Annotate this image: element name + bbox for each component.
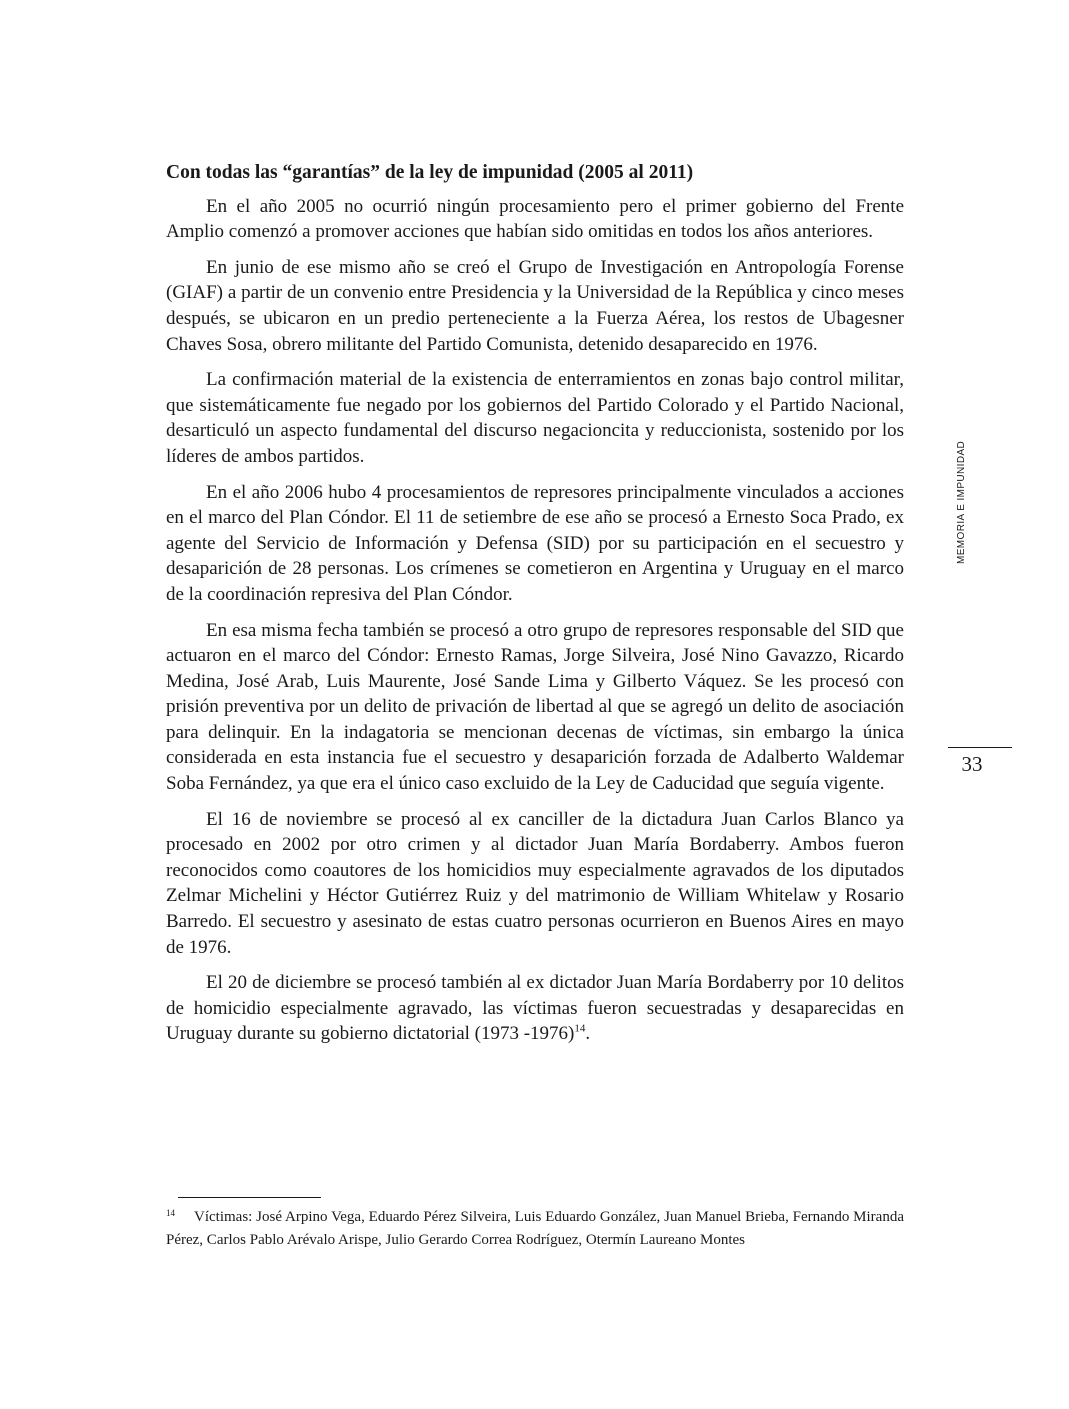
paragraph-5: En esa misma fecha también se procesó a otro grupo de represores responsable del SID que actuaron en el marco del Cóndor: Ernesto Ramas, Jorge Silveira, José Nino Gavazzo, Ricardo Medina, José Arab, Luis Maurente, José Sande Lima y Gilberto Váquez. Se les procesó con prisión preventiva por un delito de privación de libertad al que se agregó un delito de asociación para delinquir. En la indagatoria se mencionan decenas de víctimas, sin embargo la única considerada en esta instancia fue el secuestro y desaparición forzada de Adalberto Waldemar Soba Fernández, ya que era el único caso excluido de la Ley de Caducidad que seguía vigente. xyxy=(166,619,904,795)
footnote-number: 14 xyxy=(166,1208,175,1218)
paragraph-7: El 20 de diciembre se procesó también al ex dictador Juan María Bordaberry por 10 delitos de homicidio especialmente agravado, las víctimas fueron secuestradas y desaparecidas en Uruguay durante su gobierno dictatorial (1973 -1976)$^{14}$. xyxy=(166,972,904,1045)
footnote-separator xyxy=(178,1197,321,1198)
paragraph-2: En junio de ese mismo año se creó el Grupo de Investigación en Antropología Forense (GIAF) a partir de un convenio entre Presidencia y la Universidad de la República y cinco meses después, se ubicaron en un predio perteneciente a la Fuerza Aérea, los restos de Ubagesner Chaves Sosa, obrero militante del Partido Comunista, detenido desaparecido en 1976. xyxy=(166,256,904,355)
paragraph-7-text: El 20 de diciembre se procesó también al ex dictador Juan María Bordaberry por 10 delitos de homicidio especialmente agravado, las víctimas fueron secuestradas y desaparecidas en Uruguay durante su gobierno dictatorial (1973 -1976) xyxy=(166,972,904,1045)
main-text-column xyxy=(166,160,904,1057)
section-heading: Con todas las “garantías” de la ley de impunidad (2005 al 2011) xyxy=(166,162,694,183)
paragraph-1: En el año 2005 no ocurrió ningún procesamiento pero el primer gobierno del Frente Amplio comenzó a promover acciones que habían sido omitidas en todos los años anteriores. xyxy=(166,195,904,243)
paragraph-6: El 16 de noviembre se procesó al ex canciller de la dictadura Juan Carlos Blanco ya procesado en 2002 por otro crimen y al dictador Juan María Bordaberry. Ambos fueron reconocidos como coautores de los homicidios muy especialmente agravados de los diputados Zelmar Michelini y Héctor Gutiérrez Ruiz y del matrimonio de William Whitelaw y Rosario Barredo. El secuestro y asesinato de estas cuatro personas ocurrieron en Buenos Aires en mayo de 1976. xyxy=(166,808,904,958)
footnote xyxy=(166,1206,904,1252)
footnote-text: Víctimas: José Arpino Vega, Eduardo Pérez Silveira, Luis Eduardo González, Juan Manuel Brieba, Fernando Miranda Pérez, Carlos Pablo Arévalo Arispe, Julio Gerardo Correa Rodríguez, Otermín Laureano Montes xyxy=(166,1209,904,1248)
running-header-vertical xyxy=(956,418,976,568)
running-header-text: MEMORIA E IMPUNIDAD xyxy=(956,440,967,564)
paragraph-3: La confirmación material de la existencia de enterramientos en zonas bajo control militar, que sistemáticamente fue negado por los gobiernos del Partido Colorado y el Partido Nacional, desarticuló un aspecto fundamental del discurso negacioncita y reduccionista, sostenido por los líderes de ambos partidos. xyxy=(166,369,904,467)
page-number: 33 xyxy=(961,752,983,776)
page-number-rule xyxy=(948,747,1012,748)
paragraph-4: En el año 2006 hubo 4 procesamientos de represores principalmente vinculados a acciones en el marco del Plan Cóndor. El 11 de setiembre de ese año se procesó a Ernesto Soca Prado, ex agente del Servicio de Información y Defensa (SID) por su participación en el secuestro y desaparición de 28 personas. Los crímenes se cometieron en Argentina y Uruguay en el marco de la coordinación represiva del Plan Cóndor. xyxy=(166,481,904,605)
footnote-reference[interactable]: 14 xyxy=(574,1023,586,1036)
